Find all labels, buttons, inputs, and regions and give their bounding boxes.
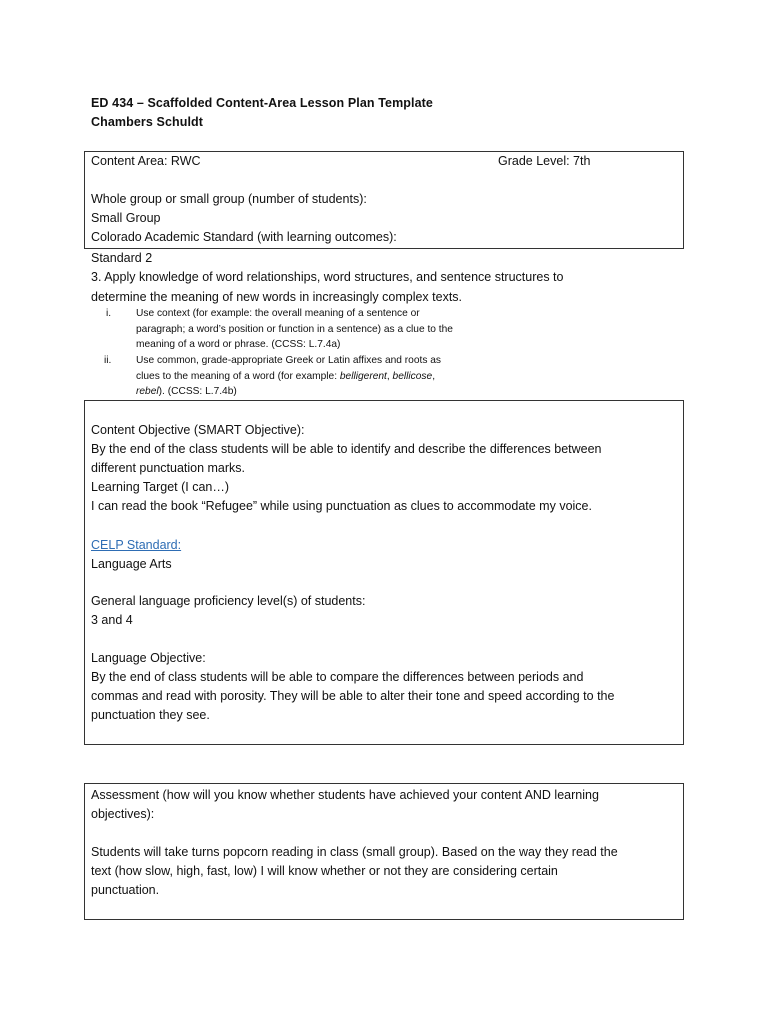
group-value: Small Group — [91, 211, 161, 225]
celp-standard-link[interactable]: CELP Standard: — [91, 538, 182, 552]
assessment-label-line2: objectives): — [91, 807, 155, 821]
standard-text-line2: determine the meaning of new words in increasingly complex texts. — [91, 290, 463, 304]
document-title: ED 434 – Scaffolded Content-Area Lesson Plan Template — [91, 96, 433, 110]
language-objective-label: Language Objective: — [91, 651, 206, 665]
grade-level: Grade Level: 7th — [498, 154, 591, 168]
language-objective-line1: By the end of class students will be able to compare the differences between periods and — [91, 670, 584, 684]
standard-title: Standard 2 — [91, 251, 153, 265]
item-i-line2: paragraph; a word’s position or function in a sentence) as a clue to the — [136, 324, 453, 335]
language-objective-line3: punctuation they see. — [91, 708, 210, 722]
assessment-label-line1: Assessment (how will you know whether students have achieved your content AND learning — [91, 788, 599, 802]
learning-target: I can read the book “Refugee” while using punctuation as clues to accommodate my voice. — [91, 499, 592, 513]
item-ii-line3-text: ). (CCSS: L.7.4b) — [158, 386, 237, 397]
example-bellicose: bellicose — [392, 371, 433, 382]
item-ii-line2-text: clues to the meaning of a word (for example: — [136, 371, 340, 382]
content-objective-line1: By the end of the class students will be able to identify and describe the differences between — [91, 442, 602, 456]
learning-target-label: Learning Target (I can…) — [91, 480, 230, 494]
comma: , — [386, 371, 393, 382]
content-objective-label: Content Objective (SMART Objective): — [91, 423, 305, 437]
standard-label: Colorado Academic Standard (with learning outcomes): — [91, 230, 397, 244]
assessment-answer-line2: text (how slow, high, fast, low) I will know whether or not they are considering certain — [91, 864, 558, 878]
document-author: Chambers Schuldt — [91, 115, 204, 129]
item-i-line3: meaning of a word or phrase. (CCSS: L.7.4a) — [136, 339, 341, 350]
celp-standard-value: Language Arts — [91, 557, 172, 571]
item-ii-line3 — [136, 386, 237, 397]
proficiency-label: General language proficiency level(s) of students: — [91, 594, 366, 608]
item-i-marker: i. — [106, 308, 112, 319]
item-ii-line2 — [136, 371, 435, 382]
item-ii-marker: ii. — [104, 355, 112, 366]
example-belligerent: belligerent — [339, 371, 387, 382]
standard-text-line1: 3. Apply knowledge of word relationships, word structures, and sentence structures to — [91, 270, 564, 284]
item-i-line1: Use context (for example: the overall meaning of a sentence or — [136, 308, 420, 319]
item-ii-line1: Use common, grade-appropriate Greek or Latin affixes and roots as — [136, 355, 442, 366]
comma: , — [432, 371, 436, 382]
language-objective-line2: commas and read with porosity. They will be able to alter their tone and speed according to the — [91, 689, 615, 703]
content-area: Content Area: RWC — [91, 154, 201, 168]
assessment-answer-line1: Students will take turns popcorn reading in class (small group). Based on the way they read the — [91, 845, 618, 859]
example-rebel: rebel — [136, 386, 159, 397]
content-objective-line2: different punctuation marks. — [91, 461, 246, 475]
group-label: Whole group or small group (number of students): — [91, 192, 367, 206]
assessment-answer-line3: punctuation. — [91, 883, 160, 897]
proficiency-value: 3 and 4 — [91, 613, 133, 627]
